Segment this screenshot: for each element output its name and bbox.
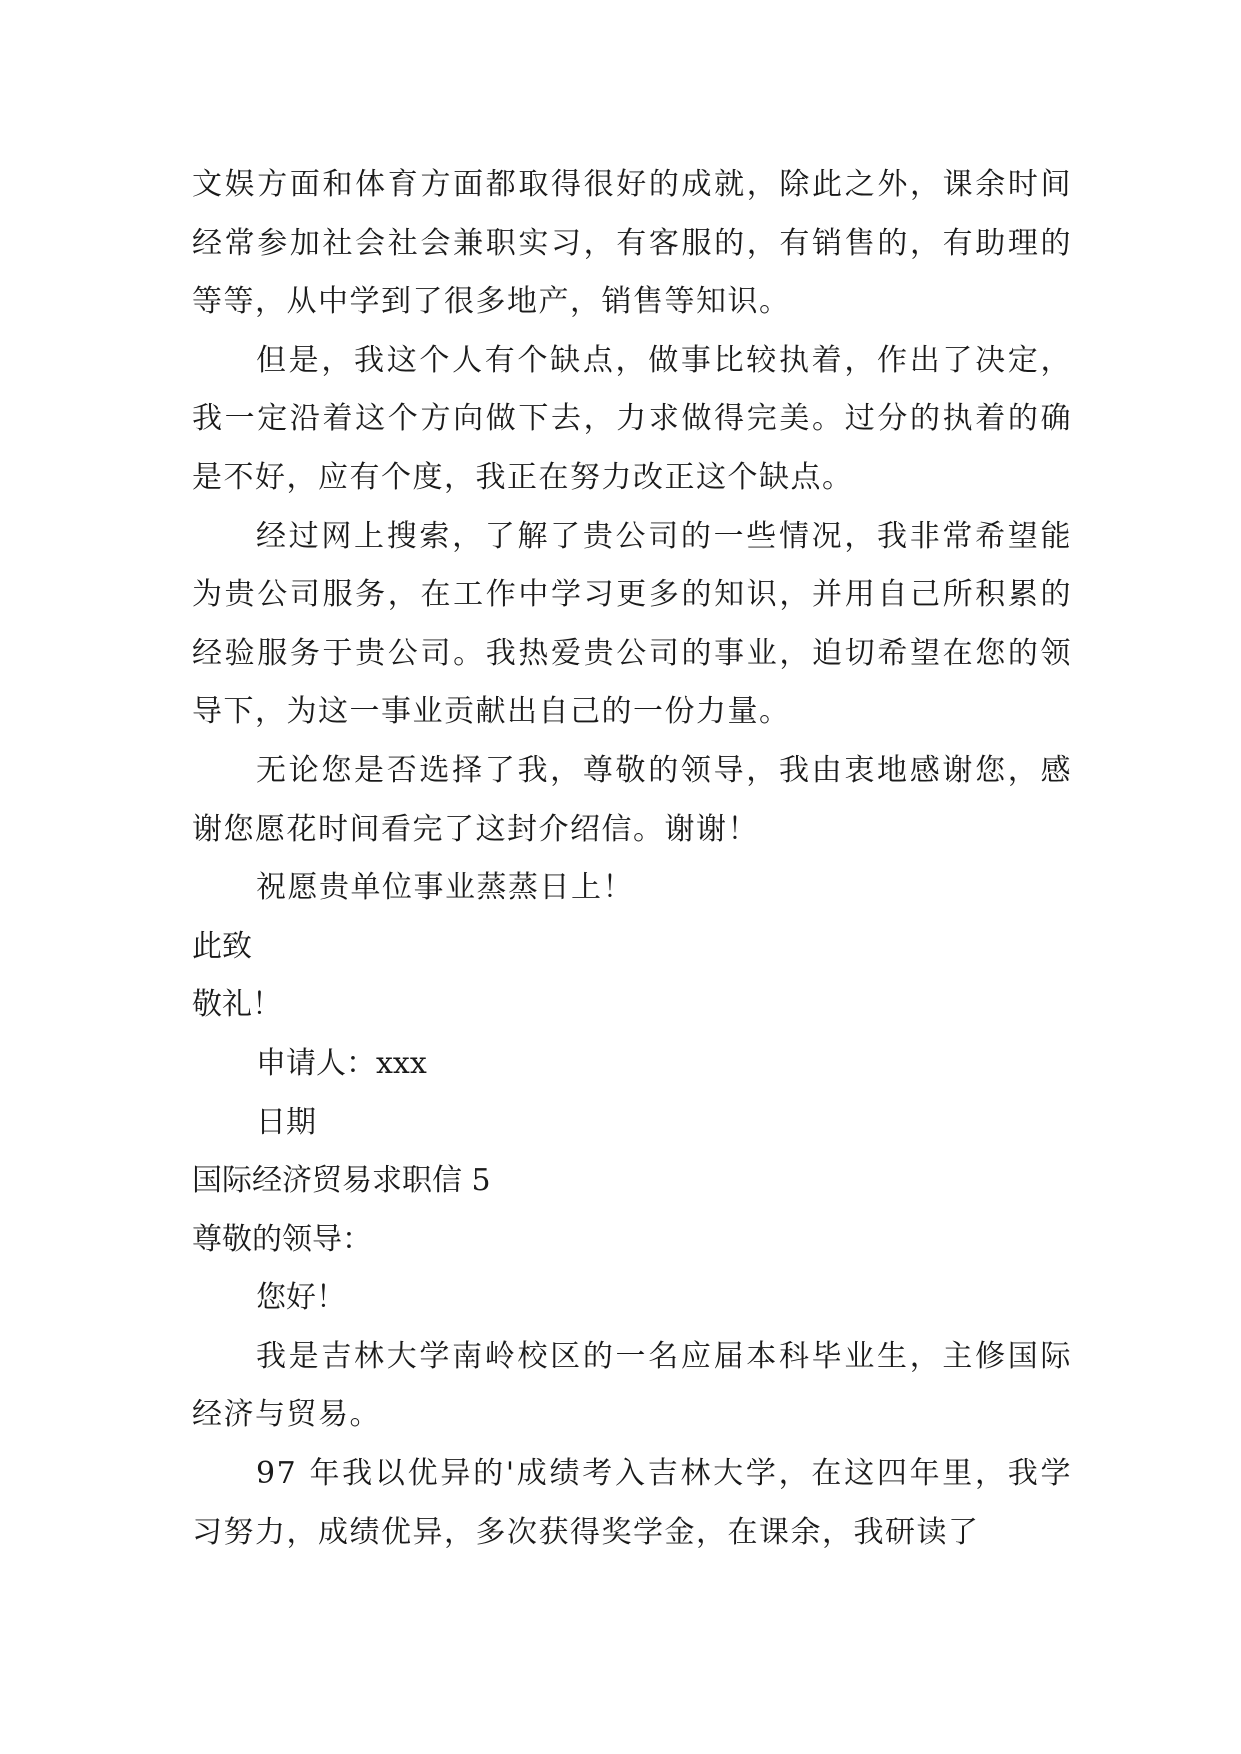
paragraph-introduction: 我是吉林大学南岭校区的一名应届本科毕业生，主修国际经济与贸易。: [192, 1338, 1072, 1433]
document-body: [192, 156, 1072, 1562]
paragraph-education: 97 年我以优异的'成绩考入吉林大学，在这四年里，我学习努力，成绩优异，多次获得奖学金，在课余，我研读了: [192, 1456, 1072, 1550]
paragraph-activities: 文娱方面和体育方面都取得很好的成就，除此之外，课余时间经常参加社会社会兼职实习，有客服的，有销售的，有助理的等等，从中学到了很多地产，销售等知识。: [192, 167, 1072, 320]
applicant-signature: 申请人：xxx: [256, 1045, 427, 1081]
closing-salutation: 此致: [192, 928, 252, 964]
section-title: 国际经济贸易求职信 5: [192, 1163, 491, 1199]
paragraph-motivation: 经过网上搜索，了解了贵公司的一些情况，我非常希望能为贵公司服务，在工作中学习更多的知识，并用自己所积累的经验服务于贵公司。我热爱贵公司的事业，迫切希望在您的领导下，为这一事业贡献出自己的一份力量。: [192, 518, 1072, 730]
date-line: 日期: [256, 1104, 316, 1140]
paragraph-thanks: 无论您是否选择了我，尊敬的领导，我由衷地感谢您，感谢您愿花时间看完了这封介绍信。谢谢！: [192, 752, 1072, 847]
paragraph-wishes: 祝愿贵单位事业蒸蒸日上！: [256, 870, 634, 906]
closing-regards: 敬礼！: [192, 987, 282, 1023]
paragraph-weakness: 但是，我这个人有个缺点，做事比较执着，作出了决定，我一定沿着这个方向做下去，力求做得完美。过分的执着的确是不好，应有个度，我正在努力改正这个缺点。: [192, 342, 1072, 495]
greeting-hello: 您好！: [256, 1280, 346, 1316]
greeting-recipient: 尊敬的领导：: [192, 1221, 372, 1257]
